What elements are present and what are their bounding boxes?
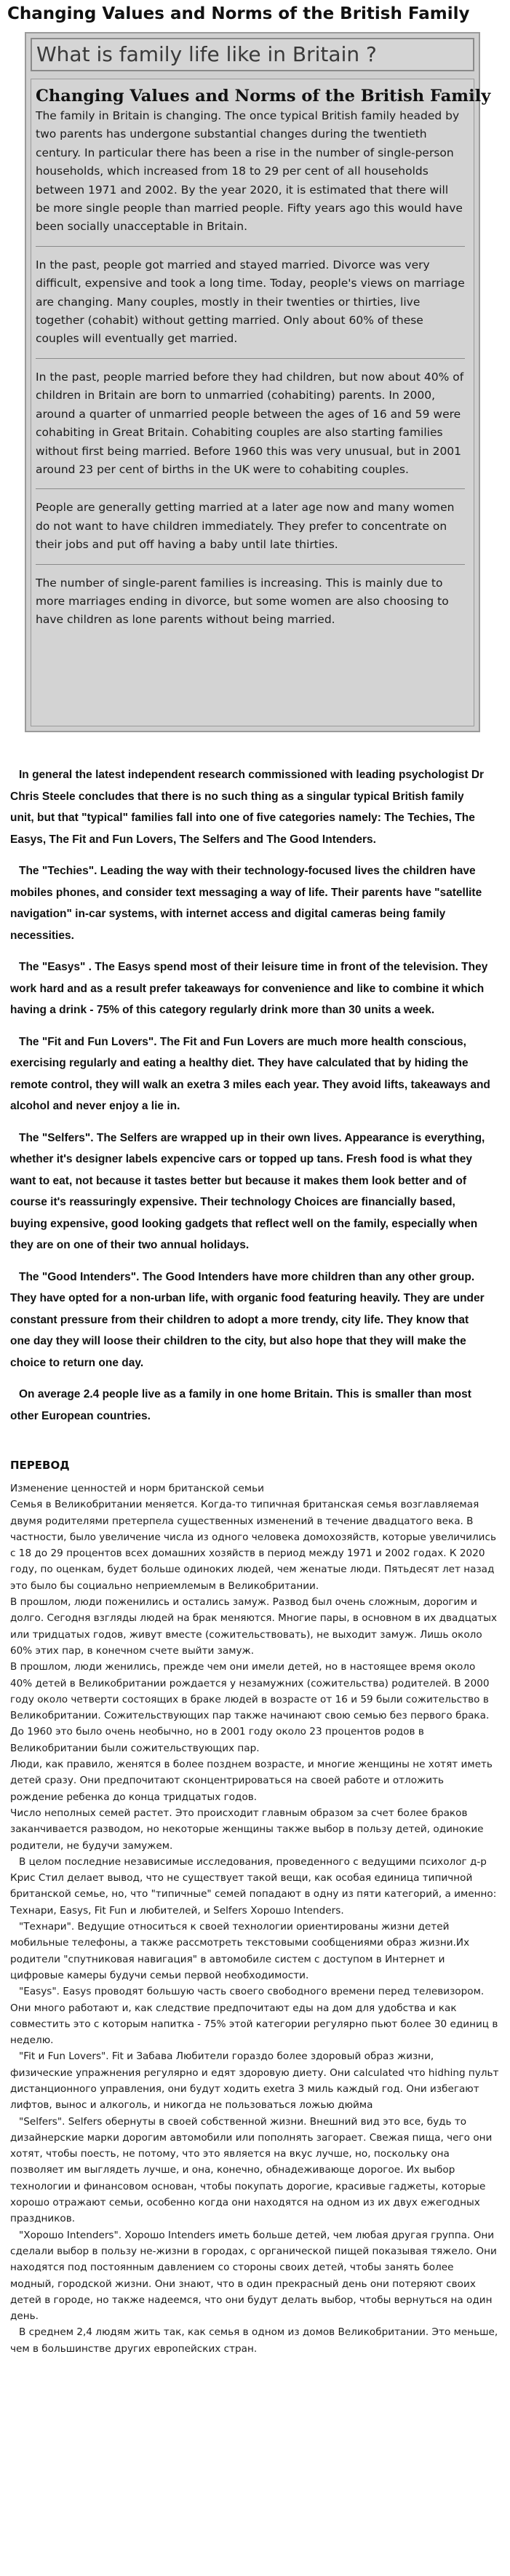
russian-paragraph: "Технари". Ведущие относиться к своей технологии ориентированы жизни детей мобильные телефоны, а также рассмотреть текстовыми сообщениями образ жизни.Их родители "спутниковая навигация" в автомобиле систем с доступом в Интернет и цифровые камеры будучи семьи первой необходимости. [10,1921,470,1981]
english-paragraph: The "Techies". Leading the way with their technology-focused lives the children have mobiles phones, and consider text messaging a way of life. Their parents have "satellite navigation" in-car systems, with internet access and digital cameras being family necessities. [10,865,482,942]
translation-label: ПЕРЕВОД [10,1459,70,1472]
question-box [31,38,474,71]
russian-paragraph: Люди, как правило, женятся в более позднем возрасте, и многие женщины не хотят иметь детей сразу. Они предпочитают сконцентрироваться на своей работе и отложить рождение ребенка до конца тридцатых годов. [10,1759,493,1803]
english-paragraph: In general the latest independent research commissioned with leading psychologist Dr Chris Steele concludes that there is no such thing as a singular typical British family unit, but that "typical" families fall into one of five categories namely: The Techies, The Easys, The Fit and Fun Lovers, The Selfers and The Good Intenders. [10,769,485,846]
english-paragraph: The "Good Intenders". The Good Intenders have more children than any other group. They have opted for a non-urban life, with organic food featuring heavily. They are under constant pressure from their children to adopt a more trendy, city life. They know that one day they will loose their children to the city, but also hope that they will make the choice to return one day. [10,1270,485,1369]
russian-paragraph: В среднем 2,4 людям жить так, как семья в одном из домов Великобритании. Это меньше, чем в большинстве других европейских стран. [10,2326,498,2355]
article-paragraph: People are generally getting married at a later age now and many women do not want to have children immediately. They prefer to concentrate on their jobs and put off having a baby until late thirties. [36,501,455,552]
english-text [10,764,490,1437]
english-paragraph: The "Selfers". The Selfers are wrapped up in their own lives. Appearance is everything, whether it's designer labels expencive cars or topped up tans. Fresh food is what they want to eat, not because it tastes better but because it makes them look better and of course it's reassuringly expensive. Their technology Choices are financially based, buying expensive, good looking gadgets that reflect well on the family, especially when they are on one of their two annual holidays. [10,1131,485,1251]
article-paragraph: In the past, people married before they had children, but now about 40% of children in Britain are born to unmarried (cohabiting) parents. In 2000, around a quarter of unmarried people between the ages of 16 and 59 were cohabiting in Great Britain. Cohabiting couples are also starting families without first being married. Before 1960 this was very unusual, but in 2001 around 23 per cent of births in the UK were to cohabiting couples. [36,370,464,476]
question-heading: What is family life like in Britain ? [36,42,377,66]
russian-paragraph: Изменение ценностей и норм британской семьи [10,1483,264,1494]
english-paragraph: The "Easys" . The Easys spend most of their leisure time in front of the television. They work hard and as a result prefer takeaways for convenience and like to combine it which having a drink - 75% of this category regularly drink more than 30 units a week. [10,961,488,1016]
russian-translation [10,1481,499,2357]
russian-paragraph: В целом последние независимые исследования, проведенного с ведущими психолог д-р Крис Стил делает вывод, что не существует такой вещи, как особая единица типичной британской семье, но, что "типичные" семей попадают в одну из пяти категорий, а именно: Технари, Easys, Fit Fun и любителей, и Selfers Хорошо Intenders. [10,1855,497,1917]
russian-paragraph: В прошлом, люди женились, прежде чем они имели детей, но в настоящее время около 40% детей в Великобритании рождается у незамужних (сожительства) родителей. В 2000 году около четверти состоящих в браке людей в возрасте от 16 и 59 были сожительство в Великобритании. Сожительствующих пар также начинают свою семью без первого брака. До 1960 это было очень необычно, но в 2001 году около 23 процентов родов в Великобритании были сожительствующих пар. [10,1661,490,1754]
russian-paragraph: "Selfers". Selfers обернуты в своей собственной жизни. Внешний вид это все, будь то дизайнерские марки дорогим автомобили или пополнять загорает. Свежая пища, чего они хотят, чтобы поесть, не потому, что это является на вкус лучше, но, поскольку она позволяет им выглядеть лучше, и она, конечно, обнадеживающе дорогое. Их выбор технологии и финансовом основан, чтобы покупать дорогие, красивые гаджеты, которые хорошо отражают семьи, особенно когда они находятся на одном из их двух ежегодных праздников. [10,2115,493,2225]
english-paragraph: The "Fit and Fun Lovers". The Fit and Fun Lovers are much more health conscious, exercising regularly and eating a healthy diet. They have calculated that by hiding the remote control, they will walk an exetra 3 miles each year. They avoid lifts, takeaways and alcohol and never enjoy a lie in. [10,1035,490,1112]
article-frame [25,32,491,732]
article-heading: Changing Values and Norms of the British Family [36,87,491,106]
page-title: Changing Values and Norms of the British Family [7,4,470,23]
russian-paragraph: "Хорошо Intenders". Хорошо Intenders иметь больше детей, чем любая другая группа. Они сделали выбор в пользу не-жизни в городах, с органической пищей показывая тяжело. Они находятся под постоянным давлением со стороны своих детей, чтобы занять более модный, городской жизни. Они знают, что в один прекрасный день они потеряют своих детей в городе, но также надеемся, что они будут делать выбор, чтобы вернуться на один день. [10,2229,497,2323]
divider [36,358,465,359]
article-paragraph: The family in Britain is changing. The once typical British family headed by two parents has undergone substantial changes during the twentieth century. In particular there has been a rise in the number of single-person households, which increased from 18 to 29 per cent of all households between 1971 and 2002. By the year 2020, it is estimated that there will be more single people than married people. Fifty years ago this would have been socially unacceptable in Britain. [36,109,463,234]
article-panel [31,79,491,726]
english-paragraph: On average 2.4 people live as a family in one home Britain. This is smaller than most other European countries. [10,1388,471,1422]
divider [36,246,465,247]
article-paragraph: The number of single-parent families is increasing. This is mainly due to more marriages ending in divorce, but some women are also choosing to have children as lone parents without being married. [36,576,449,627]
divider [36,488,465,489]
russian-paragraph: "Fit и Fun Lovers". Fit и Забава Любители гораздо более здоровый образ жизни, физические упражнения регулярно и едят здоровую диету. Они calculated что hidhing пульт дистанционного управления, они будут ходить exetra 3 миль каждый год. Они избегают лифтов, вынос и алкоголь, и никогда не пользоваться ложью дюйма [10,2050,499,2112]
article-paragraph: In the past, people got married and stayed married. Divorce was very difficult, expensive and took a long time. Today, people's views on marriage are changing. Many couples, mostly in their twenties or thirties, live together (cohabit) without getting married. Only about 60% of these couples will eventually get married. [36,258,465,346]
article-body [36,107,465,639]
russian-paragraph: "Easys". Easys проводят большую часть своего свободного времени перед телевизором. Они много работают и, как следствие предпочитают еды на дом для удобства и как совместить это с которым напитка - 75% этой категории регулярно пьют более 30 единиц в неделю. [10,1986,498,2047]
divider [36,564,465,565]
russian-paragraph: Семья в Великобритании меняется. Когда-то типичная британская семья возглавляемая двумя родителями претерпела существенных изменений в течение двадцатого века. В частности, было увеличение числа из одного человека домохозяйств, которые увеличились с 18 до 29 процентов всех домашних хозяйств в период между 1971 и 2002 годах. К 2020 году, по оценкам, будет больше одиноких людей, чем женатые люди. Пятьдесят лет назад это было бы социально неприемлемым в Великобритании. [10,1499,496,1592]
russian-paragraph: В прошлом, люди поженились и остались замуж. Развод был очень сложным, дорогим и долго. Сегодня взгляды людей на брак меняются. Многие пары, в основном в их двадцатых или тридцатых годов, живут вместе (сожительствовать), не выходит замуж. Лишь около 60% этих пар, в конечном счете выйти замуж. [10,1596,497,1657]
russian-paragraph: Число неполных семей растет. Это происходит главным образом за счет более браков заканчивается разводом, но некоторые женщины также выбор в пользу детей, одинокие родители, не будучи замужем. [10,1807,484,1852]
